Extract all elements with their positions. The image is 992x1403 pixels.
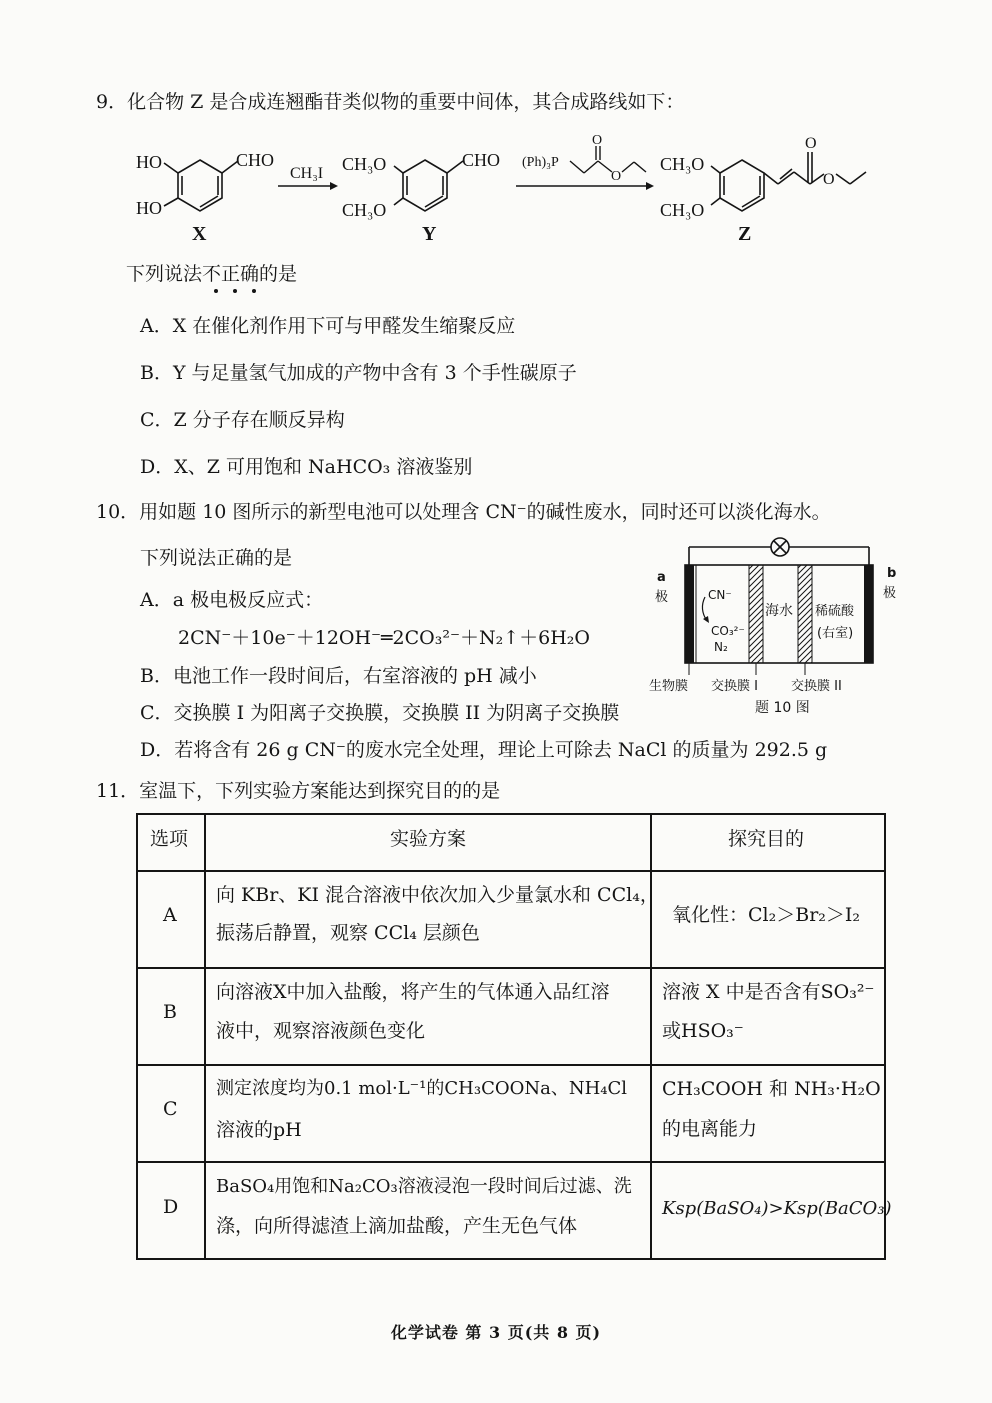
x-ho-bottom: HO xyxy=(136,198,162,218)
row-plan-line2: 溶液的pH xyxy=(216,1119,302,1141)
row-plan-line2: 液中，观察溶液颜色变化 xyxy=(216,1020,426,1042)
electrode-a xyxy=(685,565,694,663)
q11-stem: 11．室温下，下列实验方案能达到探究目的的是 xyxy=(96,780,501,802)
svg-text:海水: 海水 xyxy=(765,603,793,619)
svg-text:题 10 图: 题 10 图 xyxy=(755,700,810,716)
emphasis-dot xyxy=(252,289,256,293)
svg-text:CO₃²⁻: CO₃²⁻ xyxy=(711,624,745,638)
label-y: Y xyxy=(422,223,437,245)
q10-option-d: D．若将含有 26 g CN⁻的废水完全处理，理论上可除去 NaCl 的质量为 292.5 g xyxy=(140,739,828,761)
battery-figure xyxy=(645,535,910,725)
q9-prompt: 下列说法不正确的是 xyxy=(126,263,298,285)
compound-z-structure xyxy=(711,152,866,211)
svg-text:b: b xyxy=(887,566,897,581)
q10-option-a-equation: 2CN⁻＋10e⁻＋12OH⁻═2CO₃²⁻＋N₂↑＋6H₂O xyxy=(178,627,590,649)
row-aim-line1: Ksp(BaSO₄)>Ksp(BaCO₃) xyxy=(662,1198,892,1219)
electrode-b xyxy=(864,565,873,663)
row-option: D xyxy=(163,1196,179,1218)
row-plan-line1: 向 KBr、KI 混合溶液中依次加入少量氯水和 CCl₄， xyxy=(216,884,659,906)
label-x: X xyxy=(192,223,207,245)
label-z: Z xyxy=(738,223,752,245)
q10-option-a: A．a 极电极反应式： xyxy=(140,589,324,611)
row-plan-line1: BaSO₄用饱和Na₂CO₃溶液浸泡一段时间后过滤、洗 xyxy=(216,1176,632,1197)
ylide-o2: O xyxy=(611,169,622,184)
z-carbonyl-o: O xyxy=(805,135,817,152)
svg-text:(右室): (右室) xyxy=(817,626,854,641)
svg-text:极: 极 xyxy=(883,586,897,601)
x-ho-top: HO xyxy=(136,152,162,172)
q9-stem: 9．化合物 Z 是合成连翘酯苷类似物的重要中间体，其合成路线如下： xyxy=(96,91,685,113)
experiment-table xyxy=(136,813,892,1260)
svg-text:CN⁻: CN⁻ xyxy=(708,588,732,602)
q10-prompt: 下列说法正确的是 xyxy=(140,547,293,569)
row-plan-line2: 振荡后静置，观察 CCl₄ 层颜色 xyxy=(216,922,480,944)
row-aim-line2: 的电离能力 xyxy=(662,1118,758,1140)
row-option: B xyxy=(163,1001,177,1023)
svg-text:交换膜 II: 交换膜 II xyxy=(791,679,842,694)
svg-text:极: 极 xyxy=(655,590,669,605)
svg-text:交换膜 I: 交换膜 I xyxy=(711,679,758,694)
page-footer: 化学试卷 第 3 页(共 8 页) xyxy=(390,1323,602,1342)
q9-option-b: B．Y 与足量氢气加成的产物中含有 3 个手性碳原子 xyxy=(140,362,577,384)
table-header-plan: 实验方案 xyxy=(390,828,467,850)
external-circuit xyxy=(689,538,869,565)
svg-text:N₂: N₂ xyxy=(714,640,728,654)
row-aim-line2: 或HSO₃⁻ xyxy=(662,1020,744,1042)
svg-text:稀硫酸: 稀硫酸 xyxy=(815,604,855,619)
compound-x-structure xyxy=(164,160,238,211)
emphasis-dot xyxy=(214,289,218,293)
x-cho: CHO xyxy=(236,150,275,170)
row-aim-line1: CH₃COOH 和 NH₃·H₂O xyxy=(662,1078,881,1100)
ylide-o1: O xyxy=(592,133,603,148)
row-option: C xyxy=(163,1098,178,1120)
q9-option-a: A．X 在催化剂作用下可与甲醛发生缩聚反应 xyxy=(140,315,516,337)
table-header-option: 选项 xyxy=(150,828,189,850)
emphasis-dot xyxy=(233,289,237,293)
q9-option-d: D．X、Z 可用饱和 NaHCO₃ 溶液鉴别 xyxy=(140,456,473,478)
row-aim-line1: 氧化性：Cl₂＞Br₂＞I₂ xyxy=(672,904,861,926)
reagent-ch3i: CH₃I xyxy=(290,165,324,182)
row-plan-line2: 涤，向所得滤渣上滴加盐酸，产生无色气体 xyxy=(216,1215,578,1237)
ylide-chain xyxy=(570,146,646,173)
z-ch3o-top: CH₃O xyxy=(660,154,705,174)
y-cho: CHO xyxy=(462,150,501,170)
compound-y-structure xyxy=(394,160,463,211)
row-aim-line1: 溶液 X 中是否含有SO₃²⁻ xyxy=(662,981,875,1003)
y-ch3o-bottom: CH₃O xyxy=(342,200,387,220)
row-plan-line1: 测定浓度均为0.1 mol·L⁻¹的CH₃COONa、NH₄Cl xyxy=(216,1078,628,1099)
q10-stem: 10．用如题 10 图所示的新型电池可以处理含 CN⁻的碱性废水，同时还可以淡化海水。 xyxy=(96,501,831,523)
svg-text:生物膜: 生物膜 xyxy=(649,679,689,694)
q10-option-c: C．交换膜 I 为阳离子交换膜，交换膜 II 为阴离子交换膜 xyxy=(140,702,620,724)
q9-synthesis-scheme xyxy=(130,128,900,248)
q9-option-c: C．Z 分子存在顺反异构 xyxy=(140,409,345,431)
z-ch3o-bottom: CH₃O xyxy=(660,200,705,220)
row-option: A xyxy=(163,904,177,926)
reagent-ylide: (Ph)₃P xyxy=(522,155,559,170)
z-ester-o: O xyxy=(823,171,835,188)
membrane-1 xyxy=(749,565,763,663)
row-plan-line1: 向溶液X中加入盐酸，将产生的气体通入品红溶 xyxy=(216,981,610,1003)
q10-option-b: B．电池工作一段时间后，右室溶液的 pH 减小 xyxy=(140,665,537,687)
table-header-aim: 探究目的 xyxy=(728,828,805,850)
y-ch3o-top: CH₃O xyxy=(342,154,387,174)
svg-text:a: a xyxy=(657,570,666,585)
membrane-2 xyxy=(798,565,812,663)
